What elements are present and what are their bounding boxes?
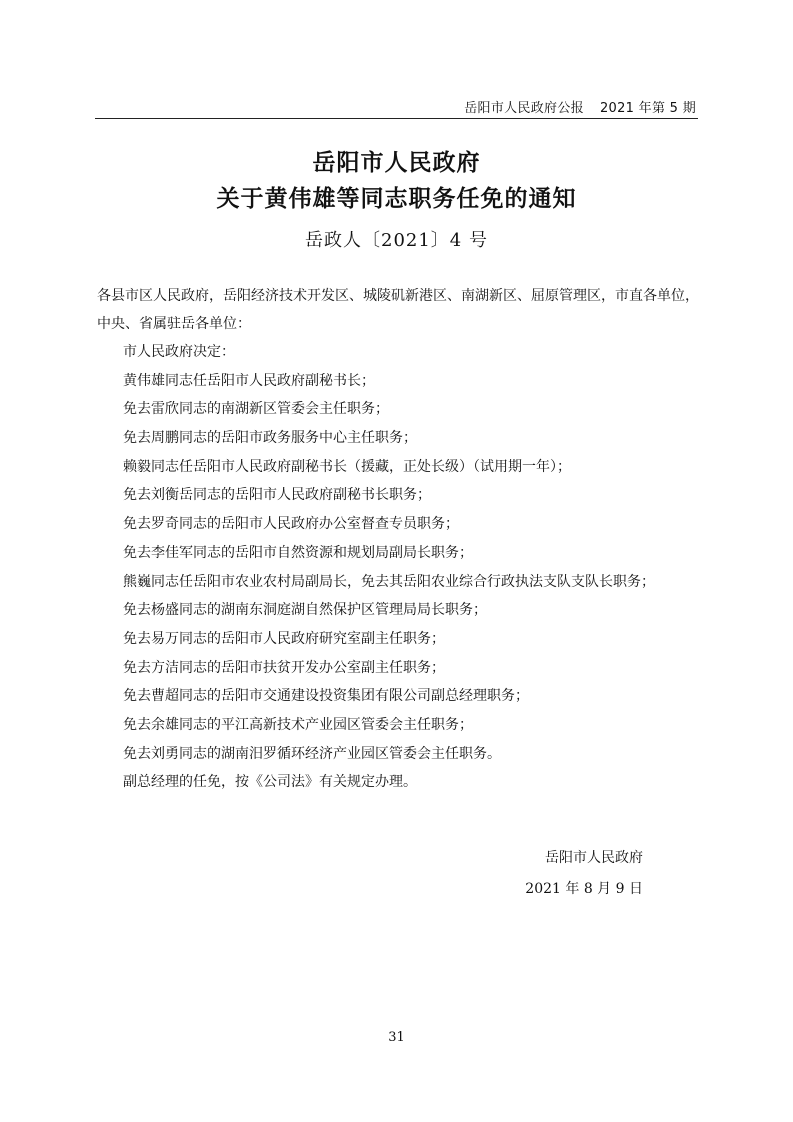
body-paragraph: 免去雷欣同志的南湖新区管委会主任职务； bbox=[123, 401, 389, 418]
body-paragraph: 免去刘勇同志的湖南汨罗循环经济产业园区管委会主任职务。 bbox=[123, 745, 501, 762]
document-number: 岳政人〔2021〕4 号 bbox=[305, 230, 488, 251]
header-divider bbox=[95, 118, 698, 119]
body-paragraph: 黄伟雄同志任岳阳市人民政府副秘书长； bbox=[123, 372, 375, 389]
body-paragraph: 免去方洁同志的岳阳市扶贫开发办公室副主任职务； bbox=[123, 659, 445, 676]
body-paragraph: 副总经理的任免，按《公司法》有关规定办理。 bbox=[123, 774, 417, 791]
document-title-issuer: 岳阳市人民政府 bbox=[312, 149, 481, 176]
gazette-header bbox=[464, 97, 696, 116]
page-number: 31 bbox=[388, 1030, 405, 1045]
body-paragraph: 免去余雄同志的平江高新技术产业园区管委会主任职务； bbox=[123, 716, 473, 733]
signature-date: 2021 年 8 月 9 日 bbox=[525, 881, 643, 897]
body-paragraph: 免去周鹏同志的岳阳市政务服务中心主任职务； bbox=[123, 430, 417, 447]
body-paragraph: 赖毅同志任岳阳市人民政府副秘书长（援藏，正处长级）（试用期一年）； bbox=[123, 458, 571, 475]
body-paragraph: 熊巍同志任岳阳市农业农村局副局长，免去其岳阳农业综合行政执法支队支队长职务； bbox=[123, 573, 655, 590]
gazette-publication-name: 岳阳市人民政府公报 bbox=[464, 101, 584, 116]
signature-issuer: 岳阳市人民政府 bbox=[545, 850, 643, 866]
body-paragraph: 免去杨盛同志的湖南东洞庭湖自然保护区管理局局长职务； bbox=[123, 602, 487, 619]
body-paragraph: 免去易万同志的岳阳市人民政府研究室副主任职务； bbox=[123, 630, 445, 647]
addressee-paragraph: 各县市区人民政府，岳阳经济技术开发区、城陵矶新港区、南湖新区、屈原管理区，市直各单位，中央、省属驻岳各单位： bbox=[97, 288, 699, 332]
body-paragraph: 免去罗奇同志的岳阳市人民政府办公室督查专员职务； bbox=[123, 516, 459, 533]
body-paragraph: 免去李佳军同志的岳阳市自然资源和规划局副局长职务； bbox=[123, 544, 473, 561]
body-paragraph: 市人民政府决定： bbox=[123, 344, 235, 360]
signature-block bbox=[525, 843, 643, 905]
document-title-subject: 关于黄伟雄等同志职务任免的通知 bbox=[216, 185, 577, 212]
body-paragraph: 免去曹超同志的岳阳市交通建设投资集团有限公司副总经理职务； bbox=[123, 688, 529, 705]
body-paragraph: 免去刘衡岳同志的岳阳市人民政府副秘书长职务； bbox=[123, 487, 431, 504]
gazette-issue-number: 2021 年第 5 期 bbox=[599, 101, 696, 116]
notice-body bbox=[123, 338, 703, 797]
